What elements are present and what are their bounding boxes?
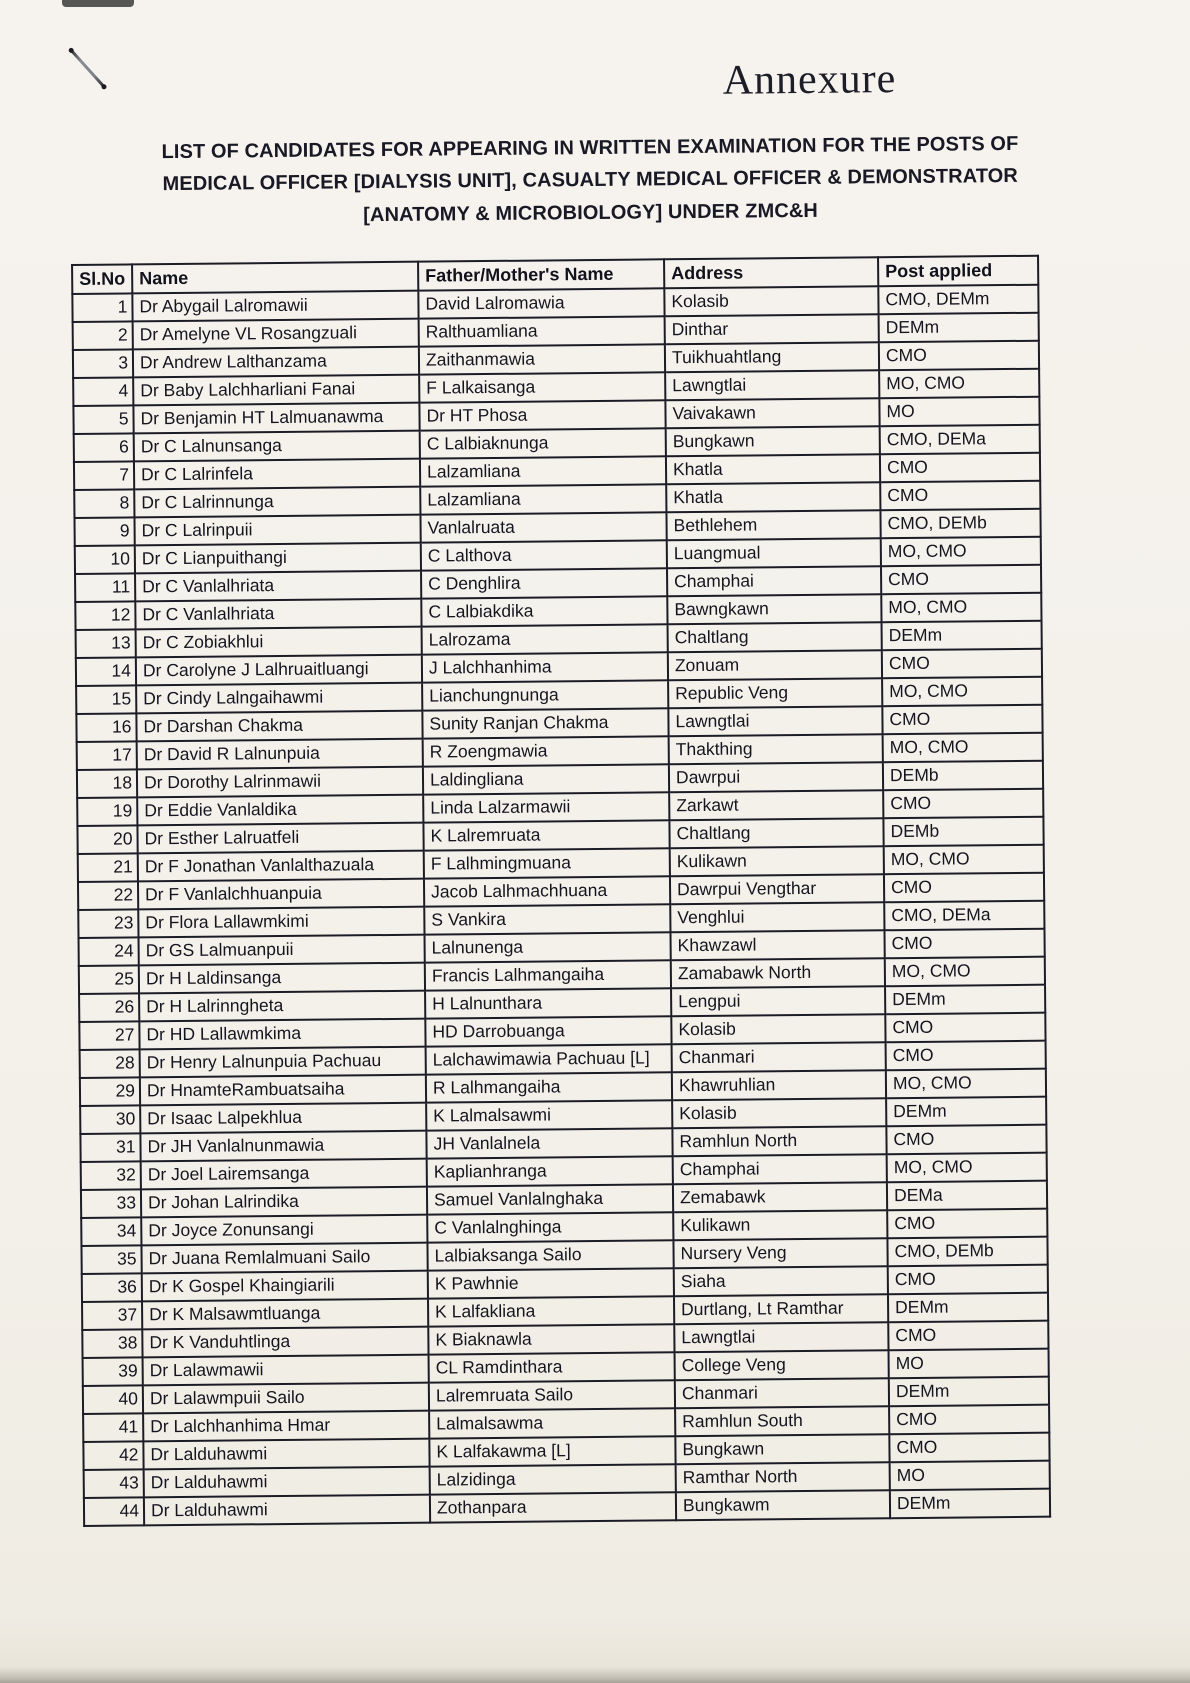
cell-sl-no: 42	[83, 1441, 143, 1470]
cell-post-applied: MO, CMO	[879, 368, 1039, 398]
cell-post-applied: DEMm	[889, 1376, 1049, 1406]
cell-address: Siaha	[674, 1266, 888, 1296]
cell-post-applied: DEMm	[890, 1488, 1050, 1518]
cell-sl-no: 7	[74, 461, 134, 490]
cell-parent-name: K Pawhnie	[428, 1268, 674, 1298]
cell-parent-name: Linda Lalzarmawii	[423, 792, 669, 822]
cell-parent-name: Lalzamliana	[420, 456, 666, 486]
cell-address: Dawrpui Vengthar	[670, 874, 884, 904]
cell-parent-name: F Lalkaisanga	[419, 372, 665, 402]
cell-address: Champhai	[667, 566, 881, 596]
cell-sl-no: 35	[81, 1245, 141, 1274]
cell-post-applied: CMO	[882, 704, 1042, 734]
cell-name: Dr K Malsawmtluanga	[142, 1298, 428, 1329]
cell-parent-name: Ralthuamliana	[419, 316, 665, 346]
cell-post-applied: CMO	[888, 1264, 1048, 1294]
cell-parent-name: Lalzamliana	[420, 484, 666, 514]
column-header-sl-no: Sl.No	[72, 265, 132, 294]
cell-name: Dr Joyce Zonunsangi	[141, 1214, 427, 1245]
cell-address: Venghlui	[670, 902, 884, 932]
cell-sl-no: 16	[76, 713, 136, 742]
cell-address: Chanmari	[675, 1378, 889, 1408]
cell-sl-no: 33	[81, 1189, 141, 1218]
cell-address: Republic Veng	[668, 678, 882, 708]
cell-sl-no: 11	[75, 573, 135, 602]
cell-address: Khatla	[666, 482, 880, 512]
cell-parent-name: Dr HT Phosa	[419, 400, 665, 430]
cell-address: Zarkawt	[669, 790, 883, 820]
cell-parent-name: Lalnunenga	[424, 932, 670, 962]
cell-parent-name: Lianchungnunga	[422, 680, 668, 710]
cell-address: Kolasib	[671, 1014, 885, 1044]
cell-name: Dr Isaac Lalpekhlua	[140, 1102, 426, 1133]
cell-sl-no: 6	[74, 433, 134, 462]
cell-name: Dr Baby Lalchharliani Fanai	[133, 374, 419, 405]
annexure-label: Annexure	[722, 56, 897, 104]
cell-post-applied: CMO	[885, 1012, 1045, 1042]
cell-address: Dinthar	[665, 314, 879, 344]
cell-sl-no: 34	[81, 1217, 141, 1246]
cell-sl-no: 22	[78, 881, 138, 910]
cell-parent-name: H Lalnunthara	[425, 988, 671, 1018]
cell-name: Dr C Lianpuithangi	[135, 542, 421, 573]
cell-address: Lawngtlai	[665, 370, 879, 400]
cell-name: Dr JH Vanlalnunmawia	[140, 1130, 426, 1161]
cell-sl-no: 44	[84, 1497, 144, 1526]
cell-parent-name: Vanlalruata	[420, 512, 666, 542]
cell-name: Dr Lalchhanhima Hmar	[143, 1410, 429, 1441]
cell-address: Vaivakawn	[665, 398, 879, 428]
cell-sl-no: 18	[77, 769, 137, 798]
cell-post-applied: CMO, DEMb	[887, 1236, 1047, 1266]
cell-address: Zemabawk	[673, 1182, 887, 1212]
cell-parent-name: David Lalromawia	[418, 288, 664, 318]
cell-name: Dr Eddie Vanlaldika	[137, 794, 423, 825]
cell-parent-name: R Lalhmangaiha	[426, 1072, 672, 1102]
cell-post-applied: CMO	[882, 648, 1042, 678]
cell-post-applied: MO, CMO	[882, 676, 1042, 706]
cell-address: Chaltlang	[668, 622, 882, 652]
cell-parent-name: Zaithanmawia	[419, 344, 665, 374]
cell-post-applied: CMO	[883, 788, 1043, 818]
cell-address: Champhai	[673, 1154, 887, 1184]
cell-address: Kulikawn	[670, 846, 884, 876]
cell-parent-name: Francis Lalhmangaiha	[425, 960, 671, 990]
cell-address: Lawngtlai	[674, 1322, 888, 1352]
cell-sl-no: 30	[80, 1105, 140, 1134]
cell-address: Khawruhlian	[672, 1070, 886, 1100]
cell-sl-no: 19	[77, 797, 137, 826]
cell-address: Tuikhuahtlang	[665, 342, 879, 372]
cell-address: Zamabawk North	[671, 958, 885, 988]
cell-post-applied: CMO	[887, 1208, 1047, 1238]
cell-sl-no: 36	[82, 1273, 142, 1302]
column-header-parent-name: Father/Mother's Name	[418, 259, 664, 290]
cell-parent-name: Sunity Ranjan Chakma	[422, 708, 668, 738]
candidates-table	[71, 255, 1051, 1527]
scan-artifact-bottom	[0, 1667, 1190, 1683]
cell-parent-name: Samuel Vanlalnghaka	[427, 1184, 673, 1214]
cell-sl-no: 13	[76, 629, 136, 658]
cell-address: Bawngkawn	[667, 594, 881, 624]
cell-sl-no: 25	[79, 965, 139, 994]
cell-sl-no: 17	[77, 741, 137, 770]
cell-sl-no: 1	[72, 293, 132, 322]
cell-sl-no: 15	[76, 685, 136, 714]
cell-post-applied: CMO, DEMa	[880, 424, 1040, 454]
cell-address: Kulikawn	[673, 1210, 887, 1240]
cell-address: Chanmari	[672, 1042, 886, 1072]
column-header-address: Address	[664, 257, 878, 288]
cell-name: Dr H Laldinsanga	[139, 962, 425, 993]
cell-parent-name: Lalremruata Sailo	[429, 1380, 675, 1410]
cell-parent-name: K Lalfakawma [L]	[429, 1436, 675, 1466]
cell-name: Dr Lalduhawmi	[144, 1494, 430, 1525]
cell-address: Ramthar North	[676, 1462, 890, 1492]
cell-post-applied: CMO, DEMa	[884, 900, 1044, 930]
cell-sl-no: 5	[73, 405, 133, 434]
cell-parent-name: Lalchawimawia Pachuau [L]	[426, 1044, 672, 1074]
cell-name: Dr David R Lalnunpuia	[137, 738, 423, 769]
cell-post-applied: DEMm	[886, 1096, 1046, 1126]
cell-post-applied: CMO	[881, 564, 1041, 594]
cell-address: Luangmual	[667, 538, 881, 568]
cell-name: Dr Cindy Lalngaihawmi	[136, 682, 422, 713]
cell-sl-no: 21	[78, 853, 138, 882]
cell-sl-no: 37	[82, 1301, 142, 1330]
cell-sl-no: 10	[75, 545, 135, 574]
cell-name: Dr C Zobiakhlui	[136, 626, 422, 657]
cell-post-applied: CMO, DEMb	[880, 508, 1040, 538]
cell-name: Dr Lalawmpuii Sailo	[143, 1382, 429, 1413]
cell-name: Dr C Vanlalhriata	[135, 570, 421, 601]
cell-post-applied: DEMb	[883, 760, 1043, 790]
cell-post-applied: MO, CMO	[881, 592, 1041, 622]
cell-sl-no: 12	[75, 601, 135, 630]
cell-address: Bungkawn	[675, 1434, 889, 1464]
cell-parent-name: Zothanpara	[430, 1492, 676, 1522]
cell-sl-no: 24	[79, 937, 139, 966]
cell-name: Dr K Gospel Khaingiarili	[142, 1270, 428, 1301]
cell-name: Dr F Vanlalchhuanpuia	[138, 878, 424, 909]
cell-parent-name: C Lalthova	[421, 540, 667, 570]
cell-parent-name: Lalmalsawma	[429, 1408, 675, 1438]
cell-sl-no: 26	[79, 993, 139, 1022]
cell-address: Dawrpui	[669, 762, 883, 792]
cell-address: Bungkawn	[666, 426, 880, 456]
cell-post-applied: MO, CMO	[885, 956, 1045, 986]
cell-parent-name: JH Vanlalnela	[426, 1128, 672, 1158]
cell-address: Ramhlun North	[672, 1126, 886, 1156]
cell-parent-name: CL Ramdinthara	[429, 1352, 675, 1382]
cell-address: Khatla	[666, 454, 880, 484]
candidate-table-body	[72, 284, 1050, 1525]
column-header-name: Name	[132, 262, 418, 293]
cell-sl-no: 14	[76, 657, 136, 686]
cell-post-applied: MO	[889, 1348, 1049, 1378]
cell-parent-name: R Zoengmawia	[423, 736, 669, 766]
cell-sl-no: 23	[78, 909, 138, 938]
cell-address: Khawzawl	[670, 930, 884, 960]
cell-parent-name: Lalrozama	[422, 624, 668, 654]
cell-address: Ramhlun South	[675, 1406, 889, 1436]
cell-parent-name: C Lalbiakdika	[421, 596, 667, 626]
cell-address: College Veng	[675, 1350, 889, 1380]
cell-name: Dr Esther Lalruatfeli	[137, 822, 423, 853]
cell-name: Dr GS Lalmuanpuii	[139, 934, 425, 965]
cell-post-applied: DEMm	[882, 620, 1042, 650]
cell-name: Dr Benjamin HT Lalmuanawma	[133, 402, 419, 433]
cell-sl-no: 29	[80, 1077, 140, 1106]
cell-post-applied: CMO	[889, 1404, 1049, 1434]
cell-address: Lengpui	[671, 986, 885, 1016]
cell-post-applied: MO, CMO	[881, 536, 1041, 566]
cell-address: Bethlehem	[666, 510, 880, 540]
cell-name: Dr Lalawmawii	[143, 1354, 429, 1385]
cell-name: Dr Amelyne VL Rosangzuali	[133, 318, 419, 349]
cell-address: Thakthing	[669, 734, 883, 764]
cell-name: Dr Henry Lalnunpuia Pachuau	[140, 1046, 426, 1077]
cell-parent-name: Kaplianhranga	[427, 1156, 673, 1186]
cell-post-applied: CMO	[888, 1320, 1048, 1350]
cell-post-applied: CMO	[886, 1124, 1046, 1154]
cell-parent-name: C Denghlira	[421, 568, 667, 598]
cell-parent-name: Lalbiaksanga Sailo	[427, 1240, 673, 1270]
cell-name: Dr Juana Remlalmuani Sailo	[141, 1242, 427, 1273]
cell-name: Dr C Lalrinnunga	[134, 486, 420, 517]
cell-parent-name: Jacob Lalhmachhuana	[424, 876, 670, 906]
cell-name: Dr C Lalrinfela	[134, 458, 420, 489]
cell-address: Zonuam	[668, 650, 882, 680]
cell-name: Dr Joel Lairemsanga	[141, 1158, 427, 1189]
cell-parent-name: K Lalfakliana	[428, 1296, 674, 1326]
cell-sl-no: 27	[79, 1021, 139, 1050]
cell-post-applied: MO	[879, 396, 1039, 426]
cell-name: Dr C Lalrinpuii	[134, 514, 420, 545]
cell-parent-name: C Lalbiaknunga	[420, 428, 666, 458]
cell-sl-no: 43	[84, 1469, 144, 1498]
cell-post-applied: CMO	[884, 928, 1044, 958]
cell-name: Dr K Vanduhtlinga	[142, 1326, 428, 1357]
cell-address: Kolasib	[664, 286, 878, 316]
cell-post-applied: DEMm	[879, 312, 1039, 342]
cell-parent-name: C Vanlalnghinga	[427, 1212, 673, 1242]
cell-sl-no: 20	[77, 825, 137, 854]
cell-sl-no: 40	[83, 1385, 143, 1414]
cell-post-applied: DEMa	[887, 1180, 1047, 1210]
cell-name: Dr Lalduhawmi	[143, 1438, 429, 1469]
cell-address: Bungkawm	[676, 1490, 890, 1520]
cell-name: Dr F Jonathan Vanlalthazuala	[138, 850, 424, 881]
cell-sl-no: 2	[73, 321, 133, 350]
cell-post-applied: CMO	[884, 872, 1044, 902]
cell-post-applied: CMO	[880, 480, 1040, 510]
cell-post-applied: CMO	[886, 1040, 1046, 1070]
cell-address: Nursery Veng	[673, 1238, 887, 1268]
cell-name: Dr Carolyne J Lalhruaitluangi	[136, 654, 422, 685]
cell-sl-no: 4	[73, 377, 133, 406]
cell-name: Dr H Lalrinngheta	[139, 990, 425, 1021]
cell-parent-name: HD Darrobuanga	[425, 1016, 671, 1046]
cell-name: Dr C Vanlalhriata	[135, 598, 421, 629]
cell-sl-no: 3	[73, 349, 133, 378]
cell-parent-name: Lalzidinga	[430, 1464, 676, 1494]
cell-parent-name: J Lalchhanhima	[422, 652, 668, 682]
cell-parent-name: K Lalremruata	[423, 820, 669, 850]
column-header-post-applied: Post applied	[878, 256, 1038, 286]
cell-name: Dr HD Lallawmkima	[139, 1018, 425, 1049]
document-title: LIST OF CANDIDATES FOR APPEARING IN WRITTEN EXAMINATION FOR THE POSTS OF MEDICAL OFFICER [DIALYSIS UNIT], CASUALTY MEDICAL OFFICER & DEMONSTRATOR [ANATOMY & MICROBIOLOGY] UNDER ZMC&H	[161, 132, 1019, 226]
cell-name: Dr Lalduhawmi	[144, 1466, 430, 1497]
cell-address: Durtlang, Lt Ramthar	[674, 1294, 888, 1324]
cell-parent-name: K Biaknawla	[428, 1324, 674, 1354]
cell-sl-no: 39	[83, 1357, 143, 1386]
cell-address: Chaltlang	[669, 818, 883, 848]
cell-sl-no: 9	[74, 517, 134, 546]
cell-sl-no: 28	[80, 1049, 140, 1078]
cell-post-applied: MO, CMO	[883, 732, 1043, 762]
cell-parent-name: F Lalhmingmuana	[424, 848, 670, 878]
cell-name: Dr Andrew Lalthanzama	[133, 346, 419, 377]
cell-address: Lawngtlai	[668, 706, 882, 736]
cell-post-applied: DEMb	[883, 816, 1043, 846]
cell-post-applied: DEMm	[888, 1292, 1048, 1322]
cell-address: Kolasib	[672, 1098, 886, 1128]
cell-post-applied: CMO, DEMm	[878, 284, 1038, 314]
cell-post-applied: MO, CMO	[884, 844, 1044, 874]
cell-parent-name: S Vankira	[424, 904, 670, 934]
cell-sl-no: 41	[83, 1413, 143, 1442]
cell-post-applied: MO, CMO	[887, 1152, 1047, 1182]
cell-name: Dr Johan Lalrindika	[141, 1186, 427, 1217]
cell-post-applied: DEMm	[885, 984, 1045, 1014]
cell-name: Dr Abygail Lalromawii	[132, 290, 418, 321]
cell-sl-no: 31	[80, 1133, 140, 1162]
cell-post-applied: CMO	[880, 452, 1040, 482]
cell-name: Dr Dorothy Lalrinmawii	[137, 766, 423, 797]
cell-parent-name: Laldingliana	[423, 764, 669, 794]
cell-sl-no: 38	[82, 1329, 142, 1358]
cell-post-applied: MO	[890, 1460, 1050, 1490]
cell-sl-no: 32	[81, 1161, 141, 1190]
cell-name: Dr Darshan Chakma	[136, 710, 422, 741]
cell-post-applied: MO, CMO	[886, 1068, 1046, 1098]
cell-name: Dr HnamteRambuatsaiha	[140, 1074, 426, 1105]
cell-name: Dr C Lalnunsanga	[134, 430, 420, 461]
cell-name: Dr Flora Lallawmkimi	[138, 906, 424, 937]
cell-post-applied: CMO	[879, 340, 1039, 370]
cell-sl-no: 8	[74, 489, 134, 518]
cell-post-applied: CMO	[889, 1432, 1049, 1462]
cell-parent-name: K Lalmalsawmi	[426, 1100, 672, 1130]
